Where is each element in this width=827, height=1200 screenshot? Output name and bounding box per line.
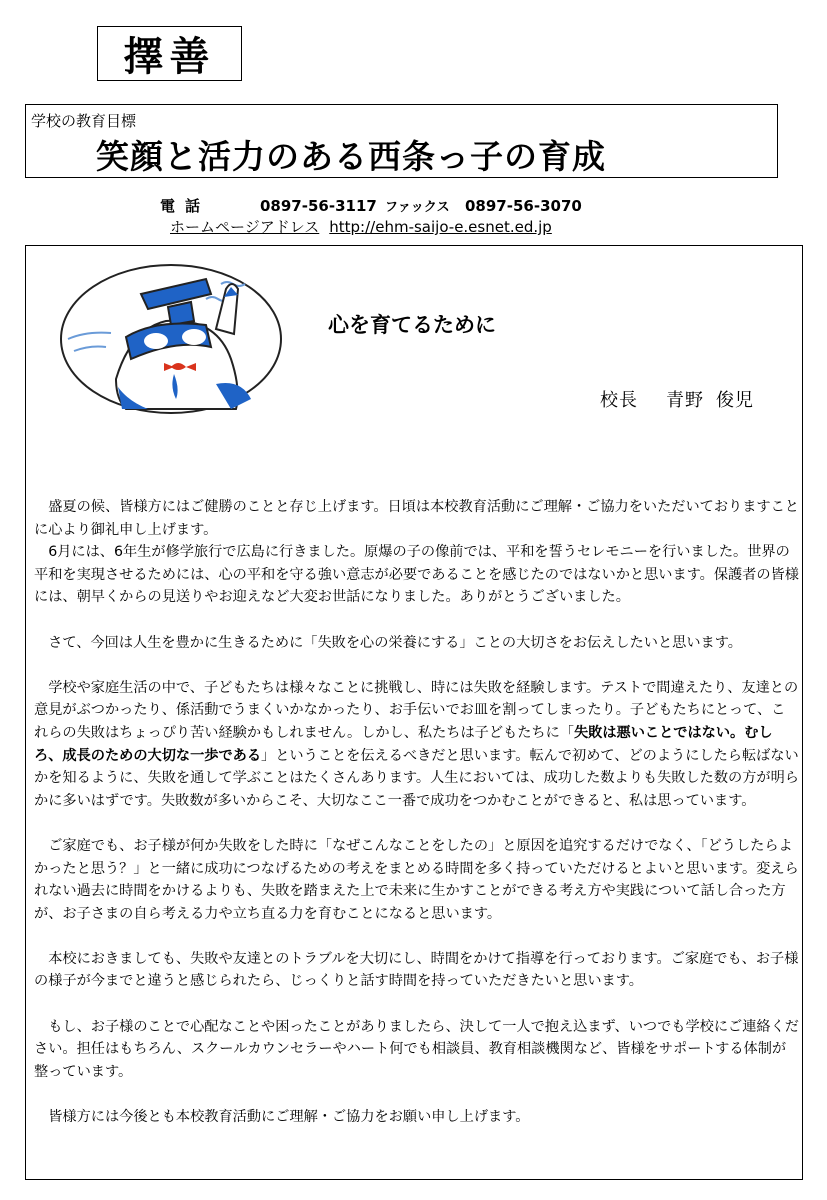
phone-label: 電話	[160, 197, 211, 215]
author-given-name: 俊児	[716, 390, 754, 411]
newsletter-title	[97, 26, 242, 81]
school-goal-box	[25, 104, 778, 178]
fax-number: 0897-56-3070	[465, 197, 582, 215]
mascot-drawing	[56, 259, 286, 419]
fax-label: ファックス	[385, 200, 450, 215]
paragraph-theme: さて、今回は人生を豊かに生きるために「失敗を心の栄養にする」ことの大切さをお伝えしたいと思います。	[48, 634, 742, 651]
contact-line	[160, 195, 582, 216]
newsletter-title-text: 擇善	[123, 33, 216, 80]
author-role: 校長	[600, 390, 638, 411]
goal-text: 笑顔と活力のある西条っ子の育成	[96, 137, 606, 176]
author-family-name: 青野	[666, 390, 704, 411]
paragraph-school: 本校におきましても、失敗や友達とのトラブルを大切にし、時間をかけて指導を行っております。ご家庭でも、お子様の様子が今までと違うと感じられたら、じっくりと話す時間を持っていただきたいと思います。	[34, 950, 799, 990]
homepage-url[interactable]: http://ehm-saijo-e.esnet.ed.jp	[329, 218, 552, 236]
homepage-label: ホームページアドレス	[170, 218, 320, 236]
paragraph-failure	[34, 677, 799, 813]
homepage-line[interactable]	[170, 216, 552, 237]
paragraph-trip: 6月には、6年生が修学旅行で広島に行きました。原爆の子の像前では、平和を誓うセレモニーを行いました。世界の平和を実現させるためには、心の平和を守る強い意志が必要であることを感じたのではないかと思います。保護者の皆様には、朝早くからの見送りやお迎えなど大変お世話になりました。ありがとうございました。	[34, 544, 799, 606]
paragraph-failure-bold: 失敗は悪いことではない。むしろ、成長のための大切な一歩である	[34, 724, 773, 764]
paragraph-greeting: 盛夏の候、皆様方にはご健勝のことと存じ上げます。日頃は本校教育活動にご理解・ご協力をいただいておりますことに心より御礼申し上げます。	[34, 499, 799, 538]
paragraph-closing: 皆様方には今後とも本校教育活動にご理解・ご協力をお願い申し上げます。	[48, 1109, 530, 1126]
paragraph-failure-a: 学校や家庭生活の中で、子どもたちは様々なことに挑戦し、時には失敗を経験します。テストで間違えたり、友達との意見がぶつかったり、係活動でうまくいかなかったり、お手伝いでお皿を割ってしまったり。子どもたちにとって、これらの失敗はちょっぴり苦い経験かもしれません。しかし、私たちは子どもたちに「	[34, 679, 799, 741]
article-body	[34, 496, 799, 1151]
phone-number: 0897-56-3117	[260, 197, 377, 215]
paragraph-support: もし、お子様のことで心配なことや困ったことがありましたら、決して一人で抱え込まず、いつでも学校にご連絡ください。担任はもちろん、スクールカウンセラーやハート何でも相談員、教育相談機関など、皆様をサポートする体制が整っています。	[34, 1018, 799, 1080]
article-title: 心を育てるために	[328, 313, 496, 337]
paragraph-home: ご家庭でも、お子様が何か失敗をした時に「なぜこんなことをしたの」と原因を追究するだけでなく、「どうしたらよかったと思う？」と一緒に成功につなげるための考えをまとめる時間を多く持っていただけるとよいと思います。変えられない過去に時間をかけるよりも、失敗を踏まえた上で未来に生かすことができる考え方や実践について話し合った方が、お子さまの自ら考える力や立ち直る力を育むことになると思います。	[34, 837, 799, 922]
goal-label: 学校の教育目標	[31, 112, 137, 130]
paragraph-failure-c: 」ということを伝えるべきだと思います。転んで初めて、どのようにしたら転ばないかを知るように、失敗を通して学ぶことはたくさんあります。人生においては、成功した数よりも失敗した数の方が明らかに多いはずです。失敗数が多いからこそ、大切なここ一番で成功をつかむことができると、私は思っています。	[34, 747, 799, 809]
mascot-illustration	[56, 259, 286, 423]
author-line	[600, 386, 754, 412]
article-box	[25, 245, 803, 1180]
